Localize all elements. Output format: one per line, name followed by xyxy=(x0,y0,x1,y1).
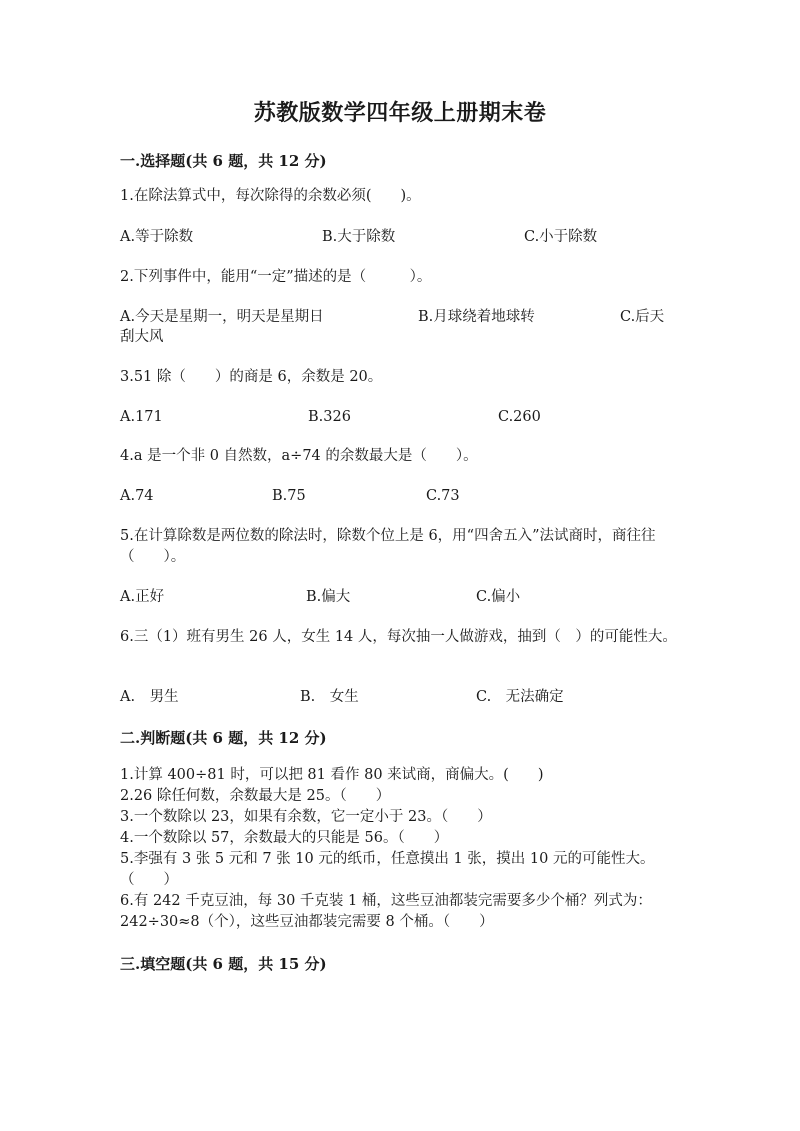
judge-item: 3.一个数除以 23，如果有余数，它一定小于 23。（ ） xyxy=(120,809,492,825)
option-c: C.260 xyxy=(498,409,541,425)
page-title: 苏教版数学四年级上册期末卷 xyxy=(253,100,547,126)
option-a: A.74 xyxy=(120,488,154,504)
option-c: C.后天 xyxy=(620,309,665,325)
option-b: B. 女生 xyxy=(300,689,359,705)
judge-item: 1.计算 400÷81 时，可以把 81 看作 80 来试商，商偏大。( ) xyxy=(120,767,544,783)
question-options xyxy=(120,407,680,428)
option-c: C. 无法确定 xyxy=(476,689,564,705)
option-a: A. 男生 xyxy=(120,689,179,705)
question-options xyxy=(120,486,680,507)
option-b: B.大于除数 xyxy=(322,229,396,245)
question-stem: 1.在除法算式中，每次除得的余数必须( )。 xyxy=(120,188,421,204)
question-stem: 2.下列事件中，能用“一定”描述的是（ ）。 xyxy=(120,269,432,285)
option-b: B.326 xyxy=(308,409,351,425)
question-options xyxy=(120,307,680,328)
question-options xyxy=(120,587,680,608)
option-c: C.小于除数 xyxy=(524,229,598,245)
judge-list xyxy=(120,765,680,933)
question-options xyxy=(120,227,680,248)
question-stem: 3.51 除（ ）的商是 6，余数是 20。 xyxy=(120,369,383,385)
question-stem: 4.a 是一个非 0 自然数，a÷74 的余数最大是（ ）。 xyxy=(120,448,478,464)
question-stem: 5.在计算除数是两位数的除法时，除数个位上是 6，用“四舍五入”法试商时，商往往（ ）。 xyxy=(120,528,656,565)
section-heading-fill: 三.填空题(共 6 题，共 15 分) xyxy=(120,955,327,973)
option-b: B.偏大 xyxy=(306,589,351,605)
judge-item: 4.一个数除以 57，余数最大的只能是 56。（ ） xyxy=(120,830,449,846)
option-b: B.75 xyxy=(272,488,306,504)
question-options xyxy=(120,687,680,708)
option-a: A.正好 xyxy=(120,589,165,605)
option-a: A.今天是星期一，明天是星期日 xyxy=(120,309,324,325)
section-heading-choice: 一.选择题(共 6 题，共 12 分) xyxy=(120,152,327,170)
option-c: C.73 xyxy=(426,488,460,504)
question-stem: 6.三（1）班有男生 26 人，女生 14 人，每次抽一人做游戏，抽到（ ）的可能性大。 xyxy=(120,629,677,645)
judge-item: 5.李强有 3 张 5 元和 7 张 10 元的纸币，任意摸出 1 张，摸出 10 元的可能性大。 （ ） xyxy=(120,851,677,888)
option-a: A.等于除数 xyxy=(120,229,194,245)
option-c-wrap: 刮大风 xyxy=(120,329,164,345)
option-b: B.月球绕着地球转 xyxy=(418,309,535,325)
section-heading-judge: 二.判断题(共 6 题，共 12 分) xyxy=(120,729,327,747)
option-a: A.171 xyxy=(120,409,163,425)
option-c: C.偏小 xyxy=(476,589,521,605)
judge-item: 2.26 除任何数，余数最大是 25。（ ） xyxy=(120,788,391,804)
judge-item: 6.有 242 千克豆油，每 30 千克装 1 桶，这些豆油都装完需要多少个桶？列式为：242÷30≈8（个），这些豆油都装完需要 8 个桶。（ ） xyxy=(120,893,652,930)
